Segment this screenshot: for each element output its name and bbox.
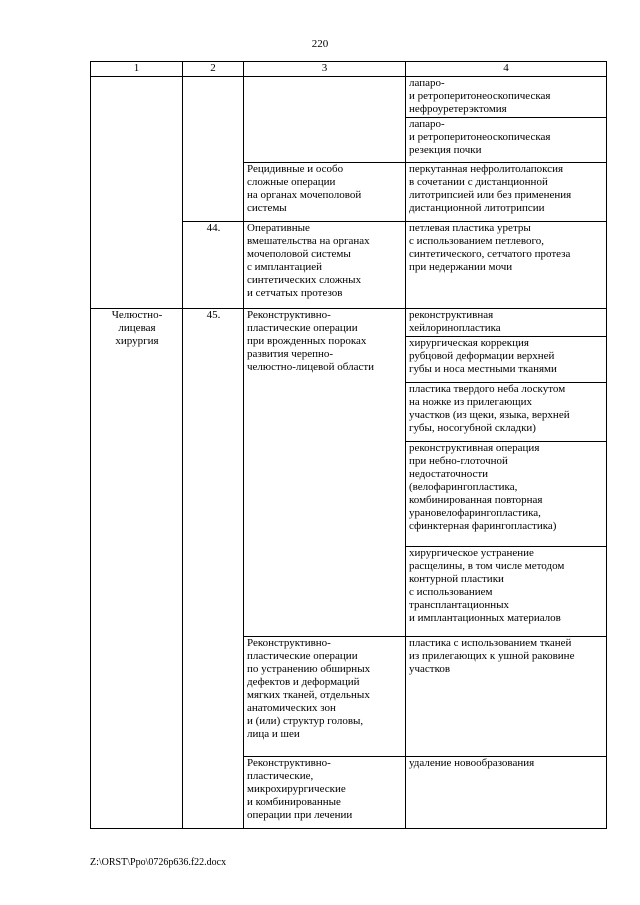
specialty-cell: Челюстно- лицевая хирургия <box>91 309 183 829</box>
number-cell-empty <box>183 77 244 222</box>
file-path-footer: Z:\ORST\Ppo\0726p636.f22.docx <box>90 857 227 868</box>
method-group-cell: Реконструктивно- пластические операции при врожденных пороках развития черепно- челюстно-лицевой области <box>244 309 406 637</box>
specialty-cell-empty <box>91 77 183 309</box>
treatment-method-cell: хирургическое устранение расщелины, в том числе методом контурной пластики с использованием трансплантационных и имплантационных материалов <box>406 547 607 637</box>
table-header-row <box>91 62 607 77</box>
column-header-3: 3 <box>244 62 406 77</box>
treatment-method-cell: пластика твердого неба лоскутом на ножке из прилегающих участков (из щеки, языка, верхней губы, носогубной складки) <box>406 383 607 442</box>
treatment-method-cell: реконструктивная хейлоринопластика <box>406 309 607 337</box>
procedures-table <box>90 61 607 829</box>
treatment-method-cell: реконструктивная операция при небно-глоточной недостаточности (велофарингопластика, комбинированная повторная урановелофарингопластика, сфинктерная фарингопластика) <box>406 442 607 547</box>
column-header-2: 2 <box>183 62 244 77</box>
treatment-method-cell: удаление новообразования <box>406 757 607 829</box>
treatment-method-cell: перкутанная нефролитолапоксия в сочетании с дистанционной литотрипсией или без применения дистанционной литотрипсии <box>406 163 607 222</box>
number-cell: 44. <box>183 222 244 309</box>
table-row <box>91 309 607 337</box>
treatment-method-cell: петлевая пластика уретры с использованием петлевого, синтетического, сетчатого протеза при недержании мочи <box>406 222 607 309</box>
treatment-method-cell: лапаро- и ретроперитонеоскопическая нефроуретерэктомия <box>406 77 607 118</box>
method-group-cell: Реконструктивно- пластические, микрохирургические и комбинированные операции при лечении <box>244 757 406 829</box>
column-header-4: 4 <box>406 62 607 77</box>
treatment-method-cell: лапаро- и ретроперитонеоскопическая резекция почки <box>406 118 607 163</box>
table-row <box>91 77 607 118</box>
treatment-method-cell: пластика с использованием тканей из прилегающих к ушной раковине участков <box>406 637 607 757</box>
method-group-cell: Оперативные вмешательства на органах мочеполовой системы с имплантацией синтетических сложных и сетчатых протезов <box>244 222 406 309</box>
column-header-1: 1 <box>91 62 183 77</box>
method-group-cell: Рецидивные и особо сложные операции на органах мочеполовой системы <box>244 163 406 222</box>
number-cell: 45. <box>183 309 244 829</box>
page-number: 220 <box>311 38 329 50</box>
method-group-cell-empty <box>244 77 406 163</box>
treatment-method-cell: хирургическая коррекция рубцовой деформации верхней губы и носа местными тканями <box>406 337 607 383</box>
method-group-cell: Реконструктивно- пластические операции по устранению обширных дефектов и деформаций мягких тканей, отдельных анатомических зон и (или) структур головы, лица и шеи <box>244 637 406 757</box>
